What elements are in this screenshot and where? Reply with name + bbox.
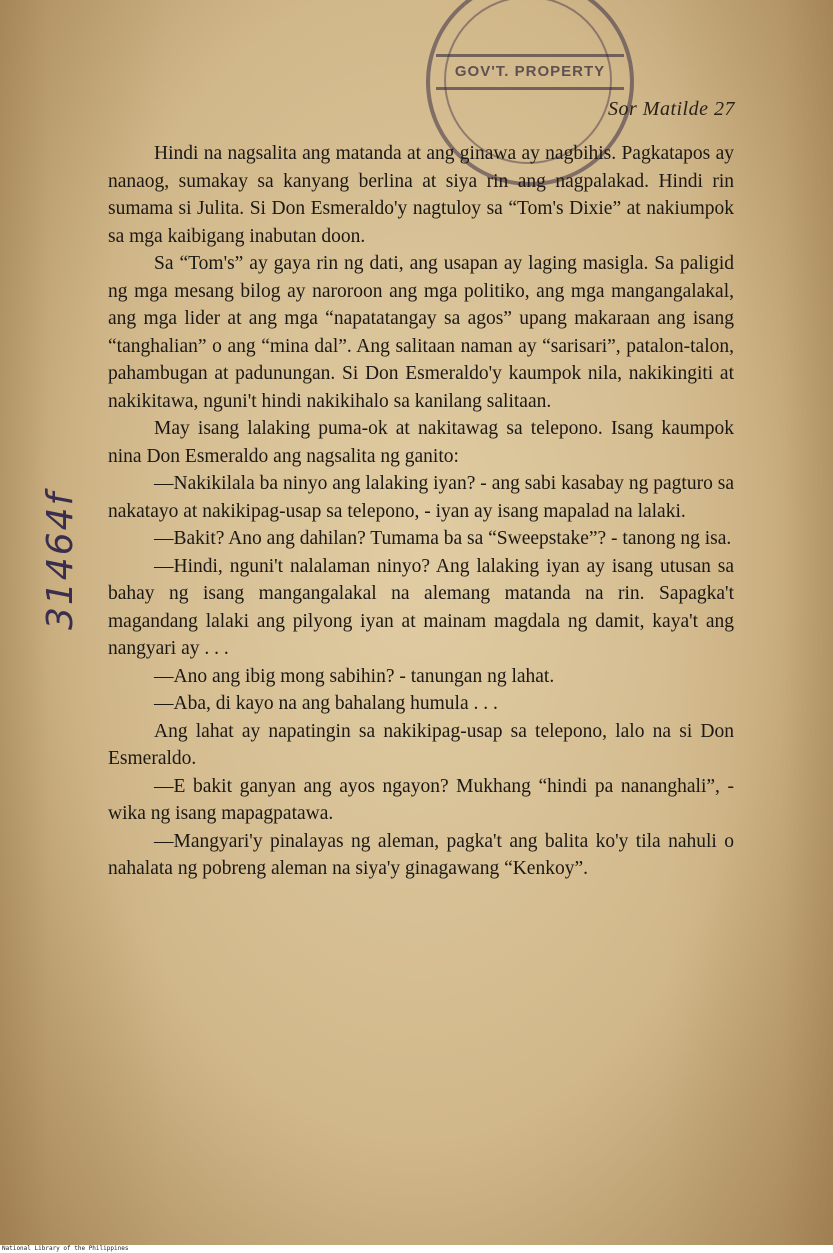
paragraph: —Ano ang ibig mong sabihin? - tanungan ng lahat. xyxy=(154,665,555,687)
running-head: Sor Matilde 27 xyxy=(608,98,735,120)
paragraph: Ang lahat ay napatingin sa nakikipag-usap sa telepono, lalo na si Don Esmeraldo. xyxy=(108,720,734,769)
paragraph: May isang lalaking puma-ok at nakitawag sa telepono. Isang kaumpok nina Don Esmeraldo ang nagsalita ng ganito: xyxy=(108,418,734,467)
handwritten-accession-number xyxy=(30,470,80,630)
stamp-text: GOV'T. PROPERTY xyxy=(436,54,624,90)
paragraph: —Hindi, nguni't nalalaman ninyo? Ang lalaking iyan ay isang utusan sa bahay ng isang mangangalakal na alemang matanda na rin. Sapagka't magandang lalaki ang pilyong iyan at mainam magdala ng damit, kaya't ang nangyari ay . . . xyxy=(108,555,734,659)
paragraph: Sa “Tom's” ay gaya rin ng dati, ang usapan ay laging masigla. Sa paligid ng mga mesang bilog ay naroroon ang mga politiko, ang mga mangangalakal, ang mga lider at ang mga “napatatangay sa agos” upang makaraan ang isang “tanghalian” o ang “mina dal”. Ang salitaan naman ay “sarisari”, patalon-talon, pahambugan at padunungan. Si Don Esmeraldo'y kaumpok nila, nakikingiti at nakikitawa, nguni't hindi nakikihalo sa kanilang salitaan. xyxy=(108,253,734,412)
paragraph: —Aba, di kayo na ang bahalang humula . . . xyxy=(154,693,498,714)
paragraph: —Mangyari'y pinalayas ng aleman, pagka't ang balita ko'y tila nahuli o nahalata ng pobreng aleman na siya'y ginagawang “Kenkoy”. xyxy=(108,830,734,879)
accession-text: 31464f xyxy=(40,490,81,630)
paragraph: —Bakit? Ano ang dahilan? Tumama ba sa “Sweepstake”? - tanong ng isa. xyxy=(154,528,732,549)
paragraph: —E bakit ganyan ang ayos ngayon? Mukhang “hindi pa nananghali”, - wika ng isang mapagpatawa. xyxy=(108,775,734,824)
paragraph: Hindi na nagsalita ang matanda at ang ginawa ay nagbihis. Pagkatapos ay nanaog, sumakay sa kanyang berlina at siya rin ang nagpalakad. Hindi rin sumama si Julita. Si Don Esmeraldo'y nagtuloy sa “Tom's Dixie” at nakiumpok sa mga kaibigang inabutan doon. xyxy=(108,143,734,247)
scan-credit: National Library of the Philippines xyxy=(0,1245,833,1253)
body-text xyxy=(108,140,734,883)
paragraph: —Nakikilala ba ninyo ang lalaking iyan? - ang sabi kasabay ng pagturo sa nakatayo at nakikipag-usap sa telepono, - iyan ay isang mapalad na lalaki. xyxy=(108,473,734,522)
